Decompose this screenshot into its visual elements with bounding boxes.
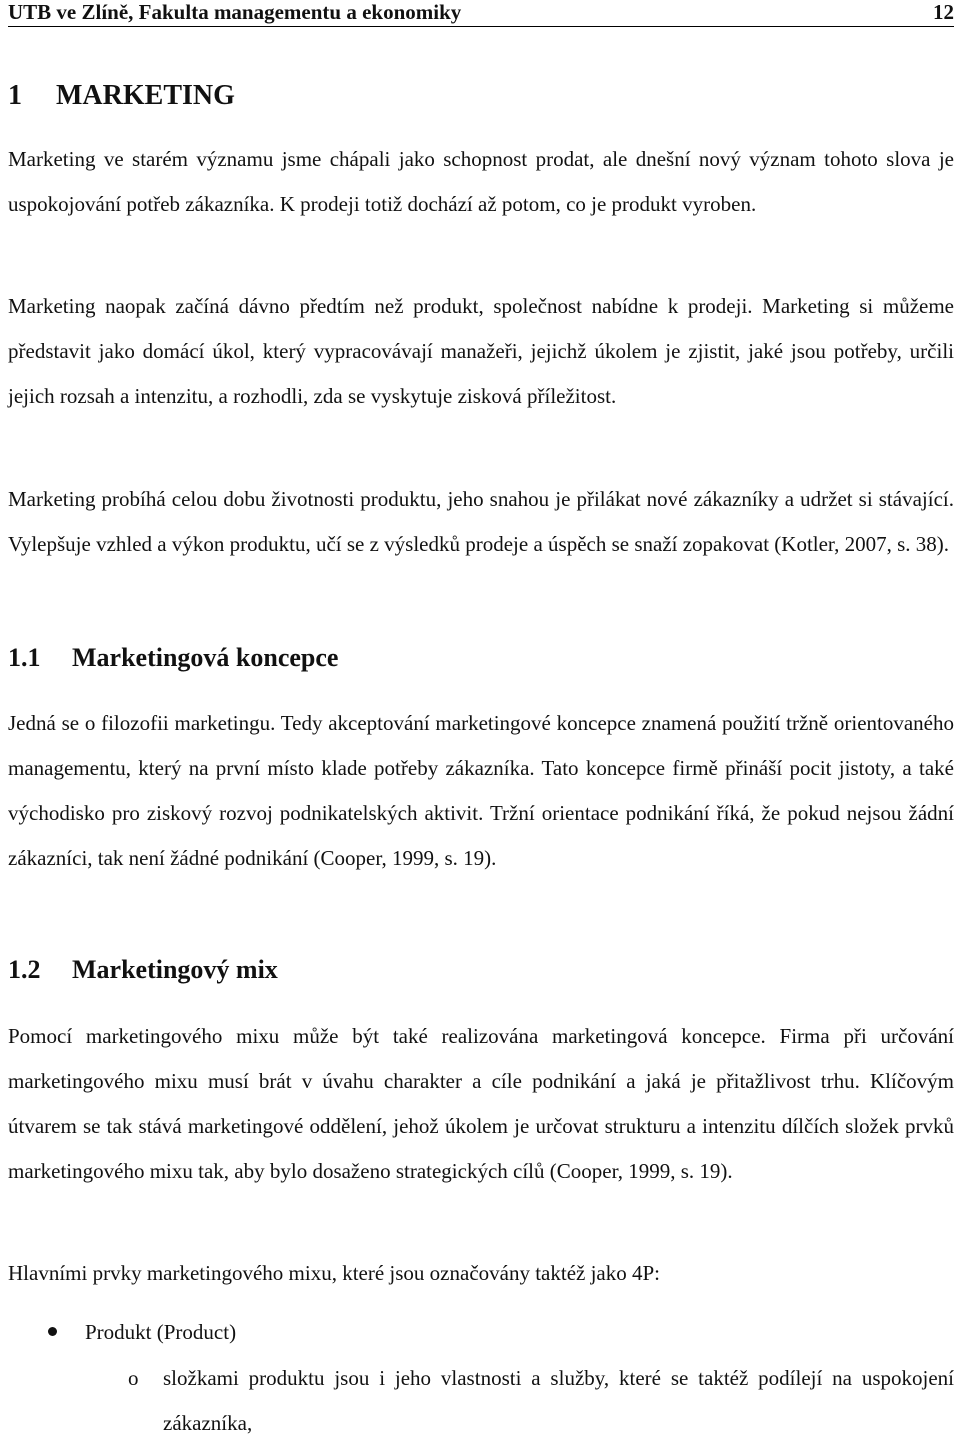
paragraph-5: Pomocí marketingového mixu může být také realizována marketingová koncepce. Firma při určování marketingového mixu musí brát v úvahu charakter a cíle podnikání a jaká je přitažlivost trhu. Klíčovým útvarem se tak stává marketingové oddělení, jehož úkolem je určovat strukturu a intenzitu dílčích složek prvků marketingového mixu tak, aby bylo dosaženo strategických cílů (Cooper, 1999, s. 19). <box>8 1024 954 1183</box>
sub-list-item-text: složkami produktu jsou i jeho vlastnosti a služby, které se taktéž podílejí na uspokojení zákazníka, <box>163 1366 954 1435</box>
section-heading-1-1 <box>8 643 338 673</box>
section-heading-1-2 <box>8 955 278 985</box>
page-number: 12 <box>933 0 954 24</box>
paragraph-6: Hlavními prvky marketingového mixu, které jsou označovány taktéž jako 4P: <box>8 1261 661 1285</box>
section-title: Marketingová koncepce <box>72 643 339 672</box>
paragraph-1: Marketing ve starém významu jsme chápali jako schopnost prodat, ale dnešní nový význam tohoto slova je uspokojování potřeb zákazníka. K prodeji totiž dochází až potom, co je produkt vyroben. <box>8 147 954 216</box>
chapter-title: MARKETING <box>56 80 235 111</box>
list-item-text: Produkt (Product) <box>85 1320 237 1344</box>
chapter-heading <box>8 80 235 112</box>
bullet-icon <box>48 1327 57 1336</box>
chapter-number: 1 <box>8 80 22 111</box>
running-header <box>8 0 954 27</box>
section-title: Marketingový mix <box>72 955 278 984</box>
paragraph-3: Marketing probíhá celou dobu životnosti produktu, jeho snahou je přilákat nové zákazníky a udržet si stávající. Vylepšuje vzhled a výkon produktu, učí se z výsledků prodeje a úspěch se snaží zopakovat (Kotler, 2007, s. 38). <box>8 487 954 556</box>
sub-bullet-icon: o <box>128 1366 139 1390</box>
header-title: UTB ve Zlíně, Fakulta managementu a ekonomiky <box>8 0 462 24</box>
section-number: 1.1 <box>8 643 41 672</box>
section-number: 1.2 <box>8 955 41 984</box>
paragraph-2: Marketing naopak začíná dávno předtím než produkt, společnost nabídne k prodeji. Marketing si můžeme představit jako domácí úkol, který vypracovávají manažeři, jejichž úkolem je zjistit, jaké jsou potřeby, určili jejich rozsah a intenzitu, a rozhodli, zda se vyskytuje zisková příležitost. <box>8 294 954 408</box>
paragraph-4: Jedná se o filozofii marketingu. Tedy akceptování marketingové koncepce znamená použití tržně orientovaného managementu, který na první místo klade potřeby zákazníka. Tato koncepce firmě přináší pocit jistoty, a také východisko pro ziskový rozvoj podnikatelských aktivit. Tržní orientace podnikání říká, že pokud nejsou žádní zákazníci, tak není žádné podnikání (Cooper, 1999, s. 19). <box>8 711 954 870</box>
